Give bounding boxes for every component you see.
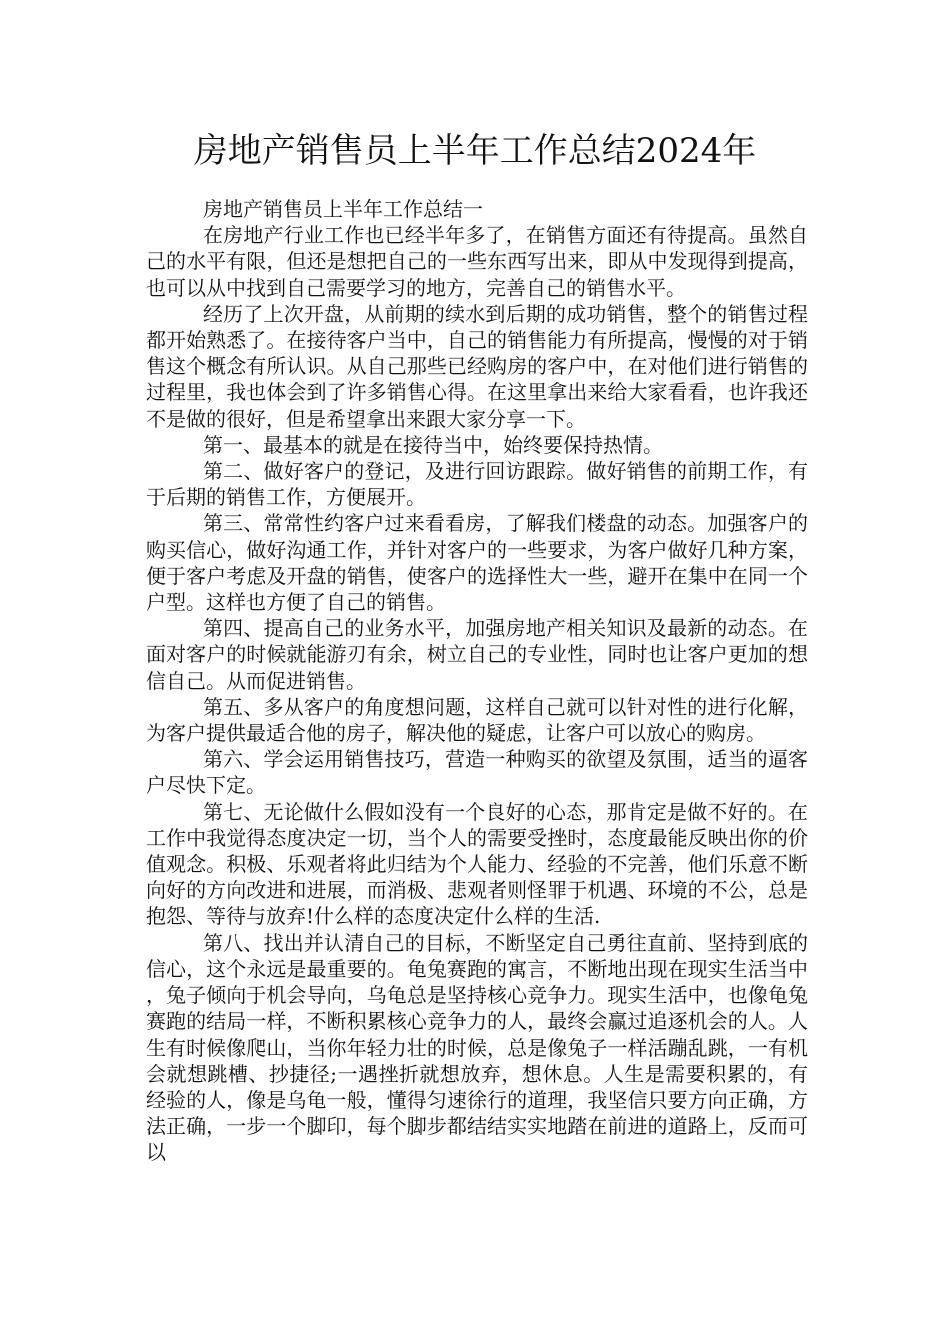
paragraph-point-6: 第六、学会运用销售技巧，营造一种购买的欲望及氛围，适当的逼客户尽快下定。 [146,747,808,798]
paragraph-point-3: 第三、常常性约客户过来看看房，了解我们楼盘的动态。加强客户的购买信心，做好沟通工作，并针对客户的一些要求，为客户做好几种方案，便于客户考虑及开盘的销售，使客户的选择性大一些，避开在集中在同一个户型。这样也方便了自己的销售。 [146,511,808,615]
paragraph-subtitle: 房地产销售员上半年工作总结一 [203,197,483,221]
document-title: 房地产销售员上半年工作总结2024年 [193,131,757,171]
paragraph-point-4: 第四、提高自己的业务水平，加强房地产相关知识及最新的动态。在面对客户的时候就能游刃有余，树立自己的专业性，同时也让客户更加的想信自己。从而促进销售。 [146,616,808,693]
paragraph-point-2: 第二、做好客户的登记，及进行回访跟踪。做好销售的前期工作，有于后期的销售工作，方便展开。 [146,459,808,510]
paragraph-intro: 在房地产行业工作也已经半年多了，在销售方面还有待提高。虽然自己的水平有限，但还是想把自己的一些东西写出来，即从中发现得到提高，也可以从中找到自己需要学习的地方，完善自己的销售水平。 [146,223,808,300]
paragraph-point-7: 第七、无论做什么假如没有一个良好的心态，那肯定是做不好的。在工作中我觉得态度决定一切，当个人的需要受挫时，态度最能反映出你的价值观念。积极、乐观者将此归结为个人能力、经验的不完善，他们乐意不断向好的方向改进和进展，而消极、悲观者则怪罪于机遇、环境的不公，总是抱怨、等待与放弃!什么样的态度决定什么样的生活. [146,799,808,929]
document-body [146,196,808,1166]
paragraph-point-8: 第八、找出并认清自己的目标，不断坚定自己勇往直前、坚持到底的信心，这个永远是最重要的。龟兔赛跑的寓言，不断地出现在现实生活当中，兔子倾向于机会导向，乌龟总是坚持核心竞争力。现实生活中，也像龟兔赛跑的结局一样，不断积累核心竞争力的人，最终会赢过追逐机会的人。人生有时候像爬山，当你年轻力壮的时候，总是像兔子一样活蹦乱跳，一有机会就想跳槽、抄捷径;一遇挫折就想放弃，想休息。人生是需要积累的，有经验的人，像是乌龟一般，懂得匀速徐行的道理，我坚信只要方向正确，方法正确，一步一个脚印，每个脚步都结结实实地踏在前进的道路上，反而可以 [146,930,808,1165]
paragraph-point-5: 第五、多从客户的角度想问题，这样自己就可以针对性的进行化解，为客户提供最适合他的房子，解决他的疑虑，让客户可以放心的购房。 [146,694,808,746]
paragraph-point-1: 第一、最基本的就是在接待当中，始终要保持热情。 [203,432,663,457]
paragraph-experience: 经历了上次开盘，从前期的续水到后期的成功销售，整个的销售过程都开始熟悉了。在接待客户当中，自己的销售能力有所提高，慢慢的对于销售这个概念有所认识。从自己那些已经购房的客户中，在对他们进行销售的过程里，我也体会到了许多销售心得。在这里拿出来给大家看看，也许我还不是做的很好，但是希望拿出来跟大家分享一下。 [146,301,808,431]
